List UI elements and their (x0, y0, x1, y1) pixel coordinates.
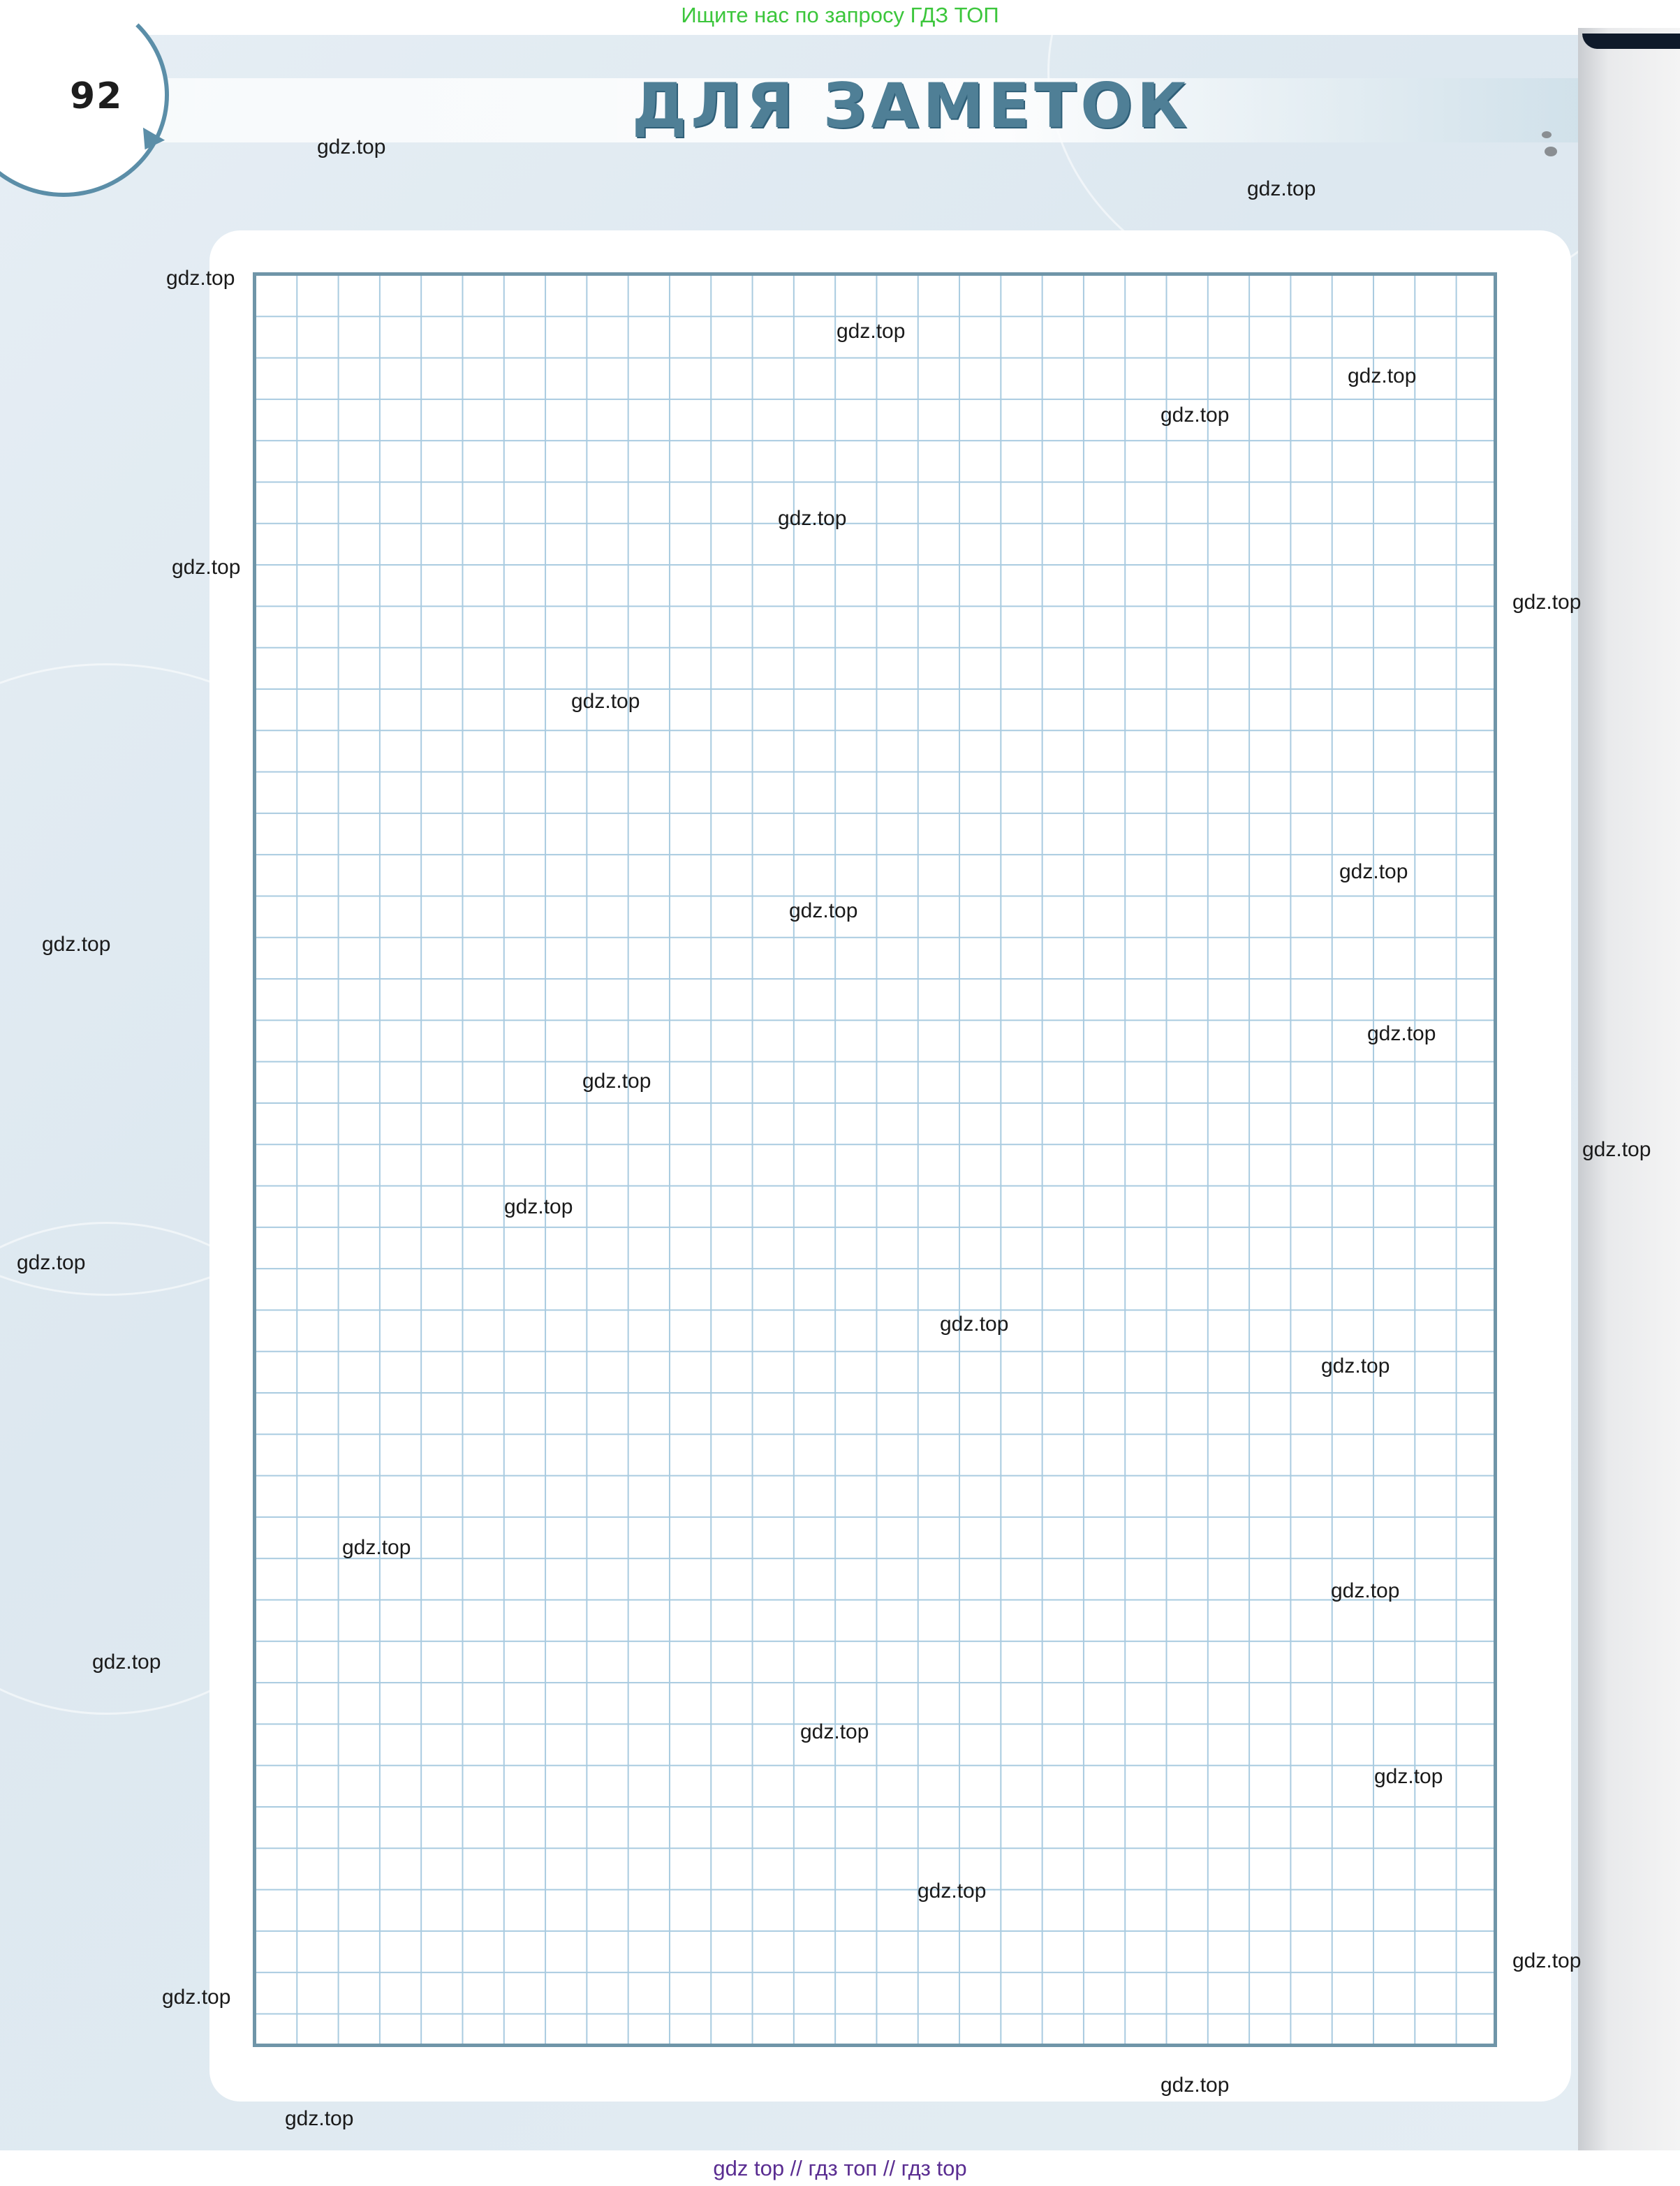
watermark: gdz.top (504, 1195, 573, 1218)
watermark: gdz.top (342, 1536, 411, 1559)
watermark: gdz.top (918, 1879, 987, 1903)
watermark: gdz.top (1160, 404, 1230, 427)
watermark: gdz.top (92, 1650, 161, 1674)
watermark: gdz.top (789, 899, 858, 922)
watermark: gdz.top (1160, 2074, 1230, 2097)
watermark: gdz.top (317, 135, 386, 158)
watermark: gdz.top (1512, 1949, 1582, 1972)
watermark: gdz.top (1331, 1579, 1400, 1602)
bottom-banner: gdz top // гдз топ // гдз top (0, 2150, 1680, 2186)
watermark: gdz.top (162, 1986, 231, 2009)
binding-edge (1582, 34, 1680, 49)
watermark: gdz.top (571, 690, 640, 713)
watermark: gdz.top (285, 2107, 354, 2130)
watermark: gdz.top (166, 267, 235, 290)
watermark: gdz.top (940, 1313, 1009, 1336)
watermark: gdz.top (1367, 1022, 1436, 1045)
watermark: gdz.top (172, 556, 241, 579)
watermark: gdz.top (837, 320, 906, 343)
watermark: gdz.top (1339, 860, 1408, 883)
watermark: gdz.top (800, 1720, 869, 1743)
speck-mark (1542, 131, 1552, 138)
watermark: gdz.top (1374, 1765, 1443, 1788)
watermark: gdz.top (582, 1070, 651, 1093)
graph-paper-grid (253, 272, 1497, 2047)
page-number: 92 (70, 75, 124, 117)
page-right-edge (1578, 28, 1680, 2164)
watermark: gdz.top (42, 933, 111, 956)
watermark: gdz.top (17, 1251, 86, 1274)
speck-mark (1545, 147, 1557, 156)
page-title: ДЛЯ ЗАМЕТОК (632, 70, 1191, 142)
top-banner: Ищите нас по запросу ГДЗ ТОП (0, 0, 1680, 31)
watermark: gdz.top (778, 507, 847, 530)
watermark: gdz.top (1582, 1138, 1651, 1161)
watermark: gdz.top (1348, 364, 1417, 387)
watermark: gdz.top (1512, 591, 1582, 614)
watermark: gdz.top (1247, 177, 1316, 200)
watermark: gdz.top (1321, 1354, 1390, 1378)
